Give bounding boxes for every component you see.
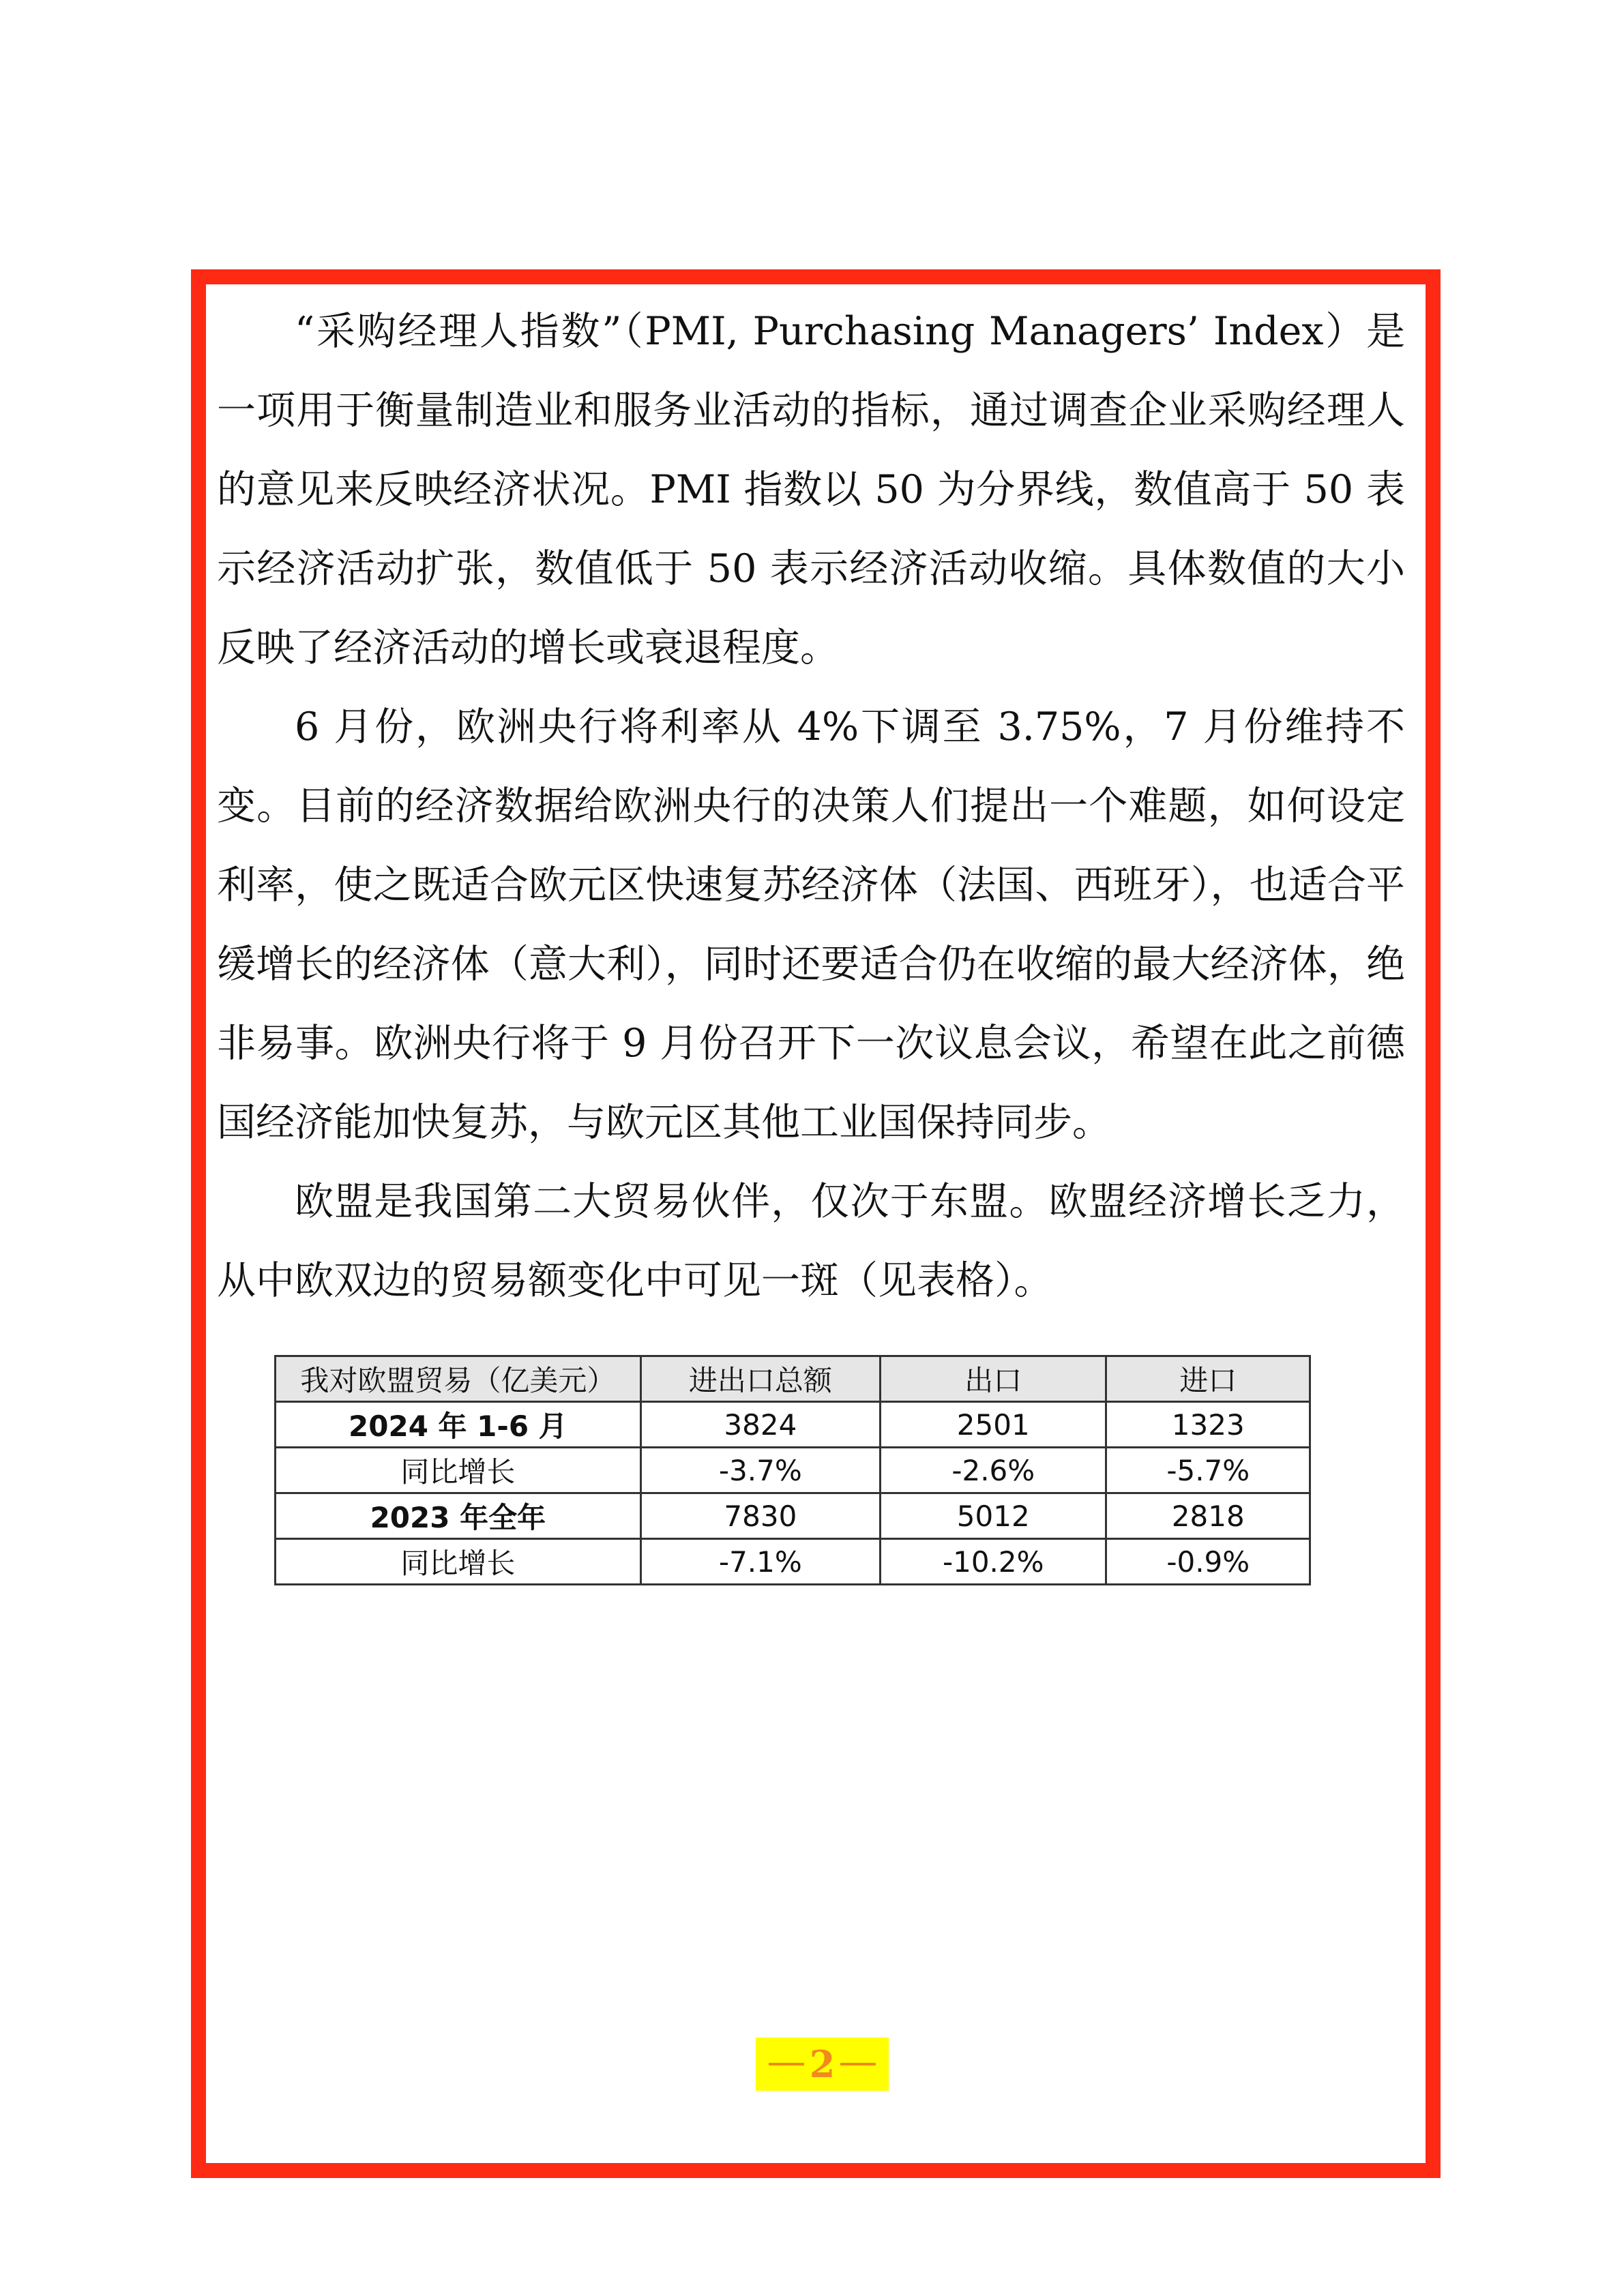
page-number: 2: [809, 2042, 836, 2086]
cell-import: -5.7%: [1106, 1448, 1310, 1493]
cell-import: -0.9%: [1106, 1539, 1310, 1585]
row-label: 同比增长: [276, 1448, 641, 1493]
cell-export: -2.6%: [881, 1448, 1106, 1493]
cell-total: 3824: [640, 1402, 880, 1448]
page-number-badge: [756, 2038, 889, 2091]
row-label: 2024 年 1-6 月: [276, 1402, 641, 1448]
dash-left: [769, 2063, 804, 2066]
eu-trade-table: [274, 1355, 1311, 1585]
table-row: [276, 1493, 1310, 1539]
table-row: [276, 1448, 1310, 1493]
table-row: [276, 1402, 1310, 1448]
cell-export: 2501: [881, 1402, 1106, 1448]
cell-export: -10.2%: [881, 1539, 1106, 1585]
cell-import: 2818: [1106, 1493, 1310, 1539]
article-body: [217, 292, 1405, 1320]
row-label: 2023 年全年: [276, 1493, 641, 1539]
cell-total: -3.7%: [640, 1448, 880, 1493]
paragraph-eu-trade: 欧盟是我国第二大贸易伙伴，仅次于东盟。欧盟经济增长乏力，从中欧双边的贸易额变化中可见一斑（见表格）。: [217, 1179, 1405, 1303]
cell-total: -7.1%: [640, 1539, 880, 1585]
paragraph-pmi: “采购经理人指数”（PMI, Purchasing Managers’ Index）是一项用于衡量制造业和服务业活动的指标，通过调查企业采购经理人的意见来反映经济状况。PMI 指数以 50 为分界线，数值高于 50 表示经济活动扩张，数值低于 50 表示经济活动收缩。具体数值的大小反映了经济活动的增长或衰退程度。: [217, 309, 1405, 670]
cell-import: 1323: [1106, 1402, 1310, 1448]
header-trade-label: 我对欧盟贸易（亿美元）: [276, 1356, 641, 1402]
table-header-row: [276, 1356, 1310, 1402]
row-label: 同比增长: [276, 1539, 641, 1585]
cell-export: 5012: [881, 1493, 1106, 1539]
cell-total: 7830: [640, 1493, 880, 1539]
paragraph-ecb: 6 月份，欧洲央行将利率从 4%下调至 3.75%，7 月份维持不变。目前的经济数据给欧洲央行的决策人们提出一个难题，如何设定利率，使之既适合欧元区快速复苏经济体（法国、西班牙），也适合平缓增长的经济体（意大利），同时还要适合仍在收缩的最大经济体，绝非易事。欧洲央行将于 9 月份召开下一次议息会议，希望在此之前德国经济能加快复苏，与欧元区其他工业国保持同步。: [217, 704, 1405, 1145]
table-row: [276, 1539, 1310, 1585]
dash-right: [840, 2063, 876, 2066]
header-total: 进出口总额: [640, 1356, 880, 1402]
header-import: 进口: [1106, 1356, 1310, 1402]
header-export: 出口: [881, 1356, 1106, 1402]
